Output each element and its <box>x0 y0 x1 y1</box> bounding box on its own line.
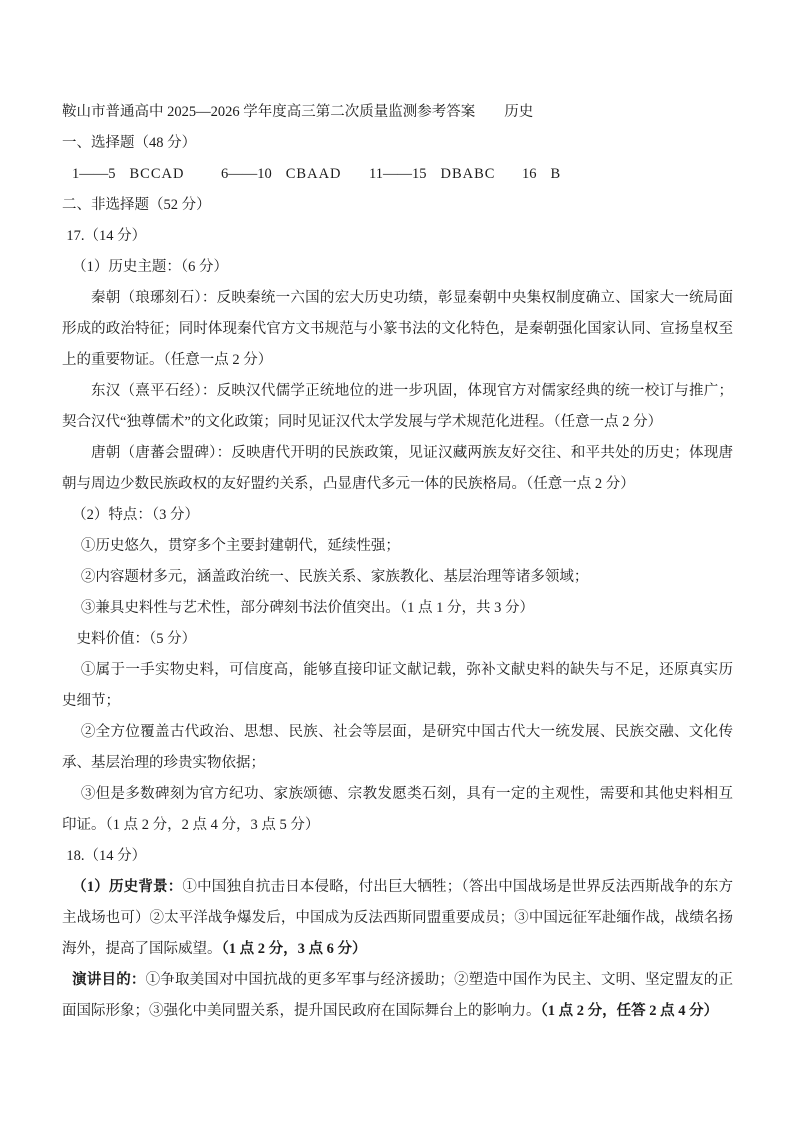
q18-background-text: ①中国独自抗击日本侵略，付出巨大牺牲；（答出中国战场是世界反法西斯战争的东方主战场也可）②太平洋战争爆发后，中国成为反法西斯同盟重要成员；③中国远征军赴缅作战，战绩名扬海外，提高了国际威望。 <box>62 879 734 957</box>
answer-letters: BCCAD <box>129 166 185 182</box>
q17-value-2: ②全方位覆盖古代政治、思想、民族、社会等层面，是研究中国古代大一统发展、民族交融、文化传承、基层治理的珍贵实物依据； <box>62 724 733 771</box>
choice-answers-row <box>62 159 733 190</box>
answer-group-1-5 <box>72 159 221 190</box>
q17-theme-tang: 唐朝（唐蕃会盟碑）：反映唐代开明的民族政策，见证汉藏两族友好交往、和平共处的历史；体现唐朝与周边少数民族政权的友好盟约关系，凸显唐代多元一体的民族格局。（任意一点 2 分） <box>62 445 733 492</box>
answer-letters: B <box>550 166 562 182</box>
section-choice-heading: 一、选择题（48 分） <box>62 135 197 151</box>
q17-feature-1: ①历史悠久，贯穿多个主要封建朝代，延续性强； <box>80 538 400 554</box>
q17-value-heading: 史料价值：（5 分） <box>76 631 197 647</box>
q17-feature-3: ③兼具史料性与艺术性，部分碑刻书法价值突出。（1 点 1 分，共 3 分） <box>80 600 534 616</box>
answer-group-16 <box>522 159 561 190</box>
q18-background-label: （1）历史背景： <box>72 879 183 895</box>
q17-number: 17.（14 分） <box>66 228 147 244</box>
answer-range: 6——10 <box>221 166 272 182</box>
q18-purpose-label: 演讲目的： <box>72 972 146 988</box>
q17-part2-heading: （2）特点：（3 分） <box>72 507 200 523</box>
q18-purpose-paragraph <box>62 965 733 1027</box>
q18-number: 18.（14 分） <box>66 848 147 864</box>
q17-feature-2: ②内容题材多元，涵盖政治统一、民族关系、家族教化、基层治理等诸多领域； <box>80 569 589 585</box>
q18-purpose-text: ①争取美国对中国抗战的更多军事与经济援助；②塑造中国作为民主、文明、坚定盟友的正面国际形象；③强化中美同盟关系，提升国民政府在国际舞台上的影响力。 <box>62 972 733 1019</box>
q18-background-paragraph <box>62 872 733 965</box>
answer-range: 1——5 <box>72 166 116 182</box>
q17-part1-heading: （1）历史主题：（6 分） <box>72 259 229 275</box>
q17-value-1: ①属于一手实物史料，可信度高，能够直接印证文献记载，弥补文献史料的缺失与不足，还原真实历史细节； <box>62 662 733 709</box>
q17-value-3: ③但是多数碑刻为官方纪功、家族颂德、宗教发愿类石刻，具有一定的主观性，需要和其他史料相互印证。（1 点 2 分，2 点 4 分，3 点 5 分） <box>62 786 733 833</box>
answer-letters: CBAAD <box>285 166 342 182</box>
q17-theme-han: 东汉（熹平石经）：反映汉代儒学正统地位的进一步巩固，体现官方对儒家经典的统一校订与推广；契合汉代“独尊儒术”的文化政策；同时见证汉代太学发展与学术规范化进程。（任意一点 2 分） <box>62 383 733 430</box>
document-title: 鞍山市普通高中 2025—2026 学年度高三第二次质量监测参考答案 历史 <box>62 104 534 120</box>
answer-letters: DBABC <box>440 166 496 182</box>
answer-group-6-10 <box>221 159 369 190</box>
answer-group-11-15 <box>369 159 522 190</box>
q17-theme-qin: 秦朝（琅琊刻石）：反映秦统一六国的宏大历史功绩，彰显秦朝中央集权制度确立、国家大一统局面形成的政治特征；同时体现秦代官方文书规范与小篆书法的文化特色，是秦朝强化国家认同、宣扬皇权至上的重要物证。（任意一点 2 分） <box>62 290 733 368</box>
answer-range: 11——15 <box>369 166 427 182</box>
q18-purpose-score: （1 点 2 分，任答 2 点 4 分） <box>540 1003 719 1019</box>
q18-background-score: （1 点 2 分，3 点 6 分） <box>221 941 367 957</box>
answer-range: 16 <box>522 166 537 182</box>
section-free-heading: 二、非选择题（52 分） <box>62 197 211 213</box>
